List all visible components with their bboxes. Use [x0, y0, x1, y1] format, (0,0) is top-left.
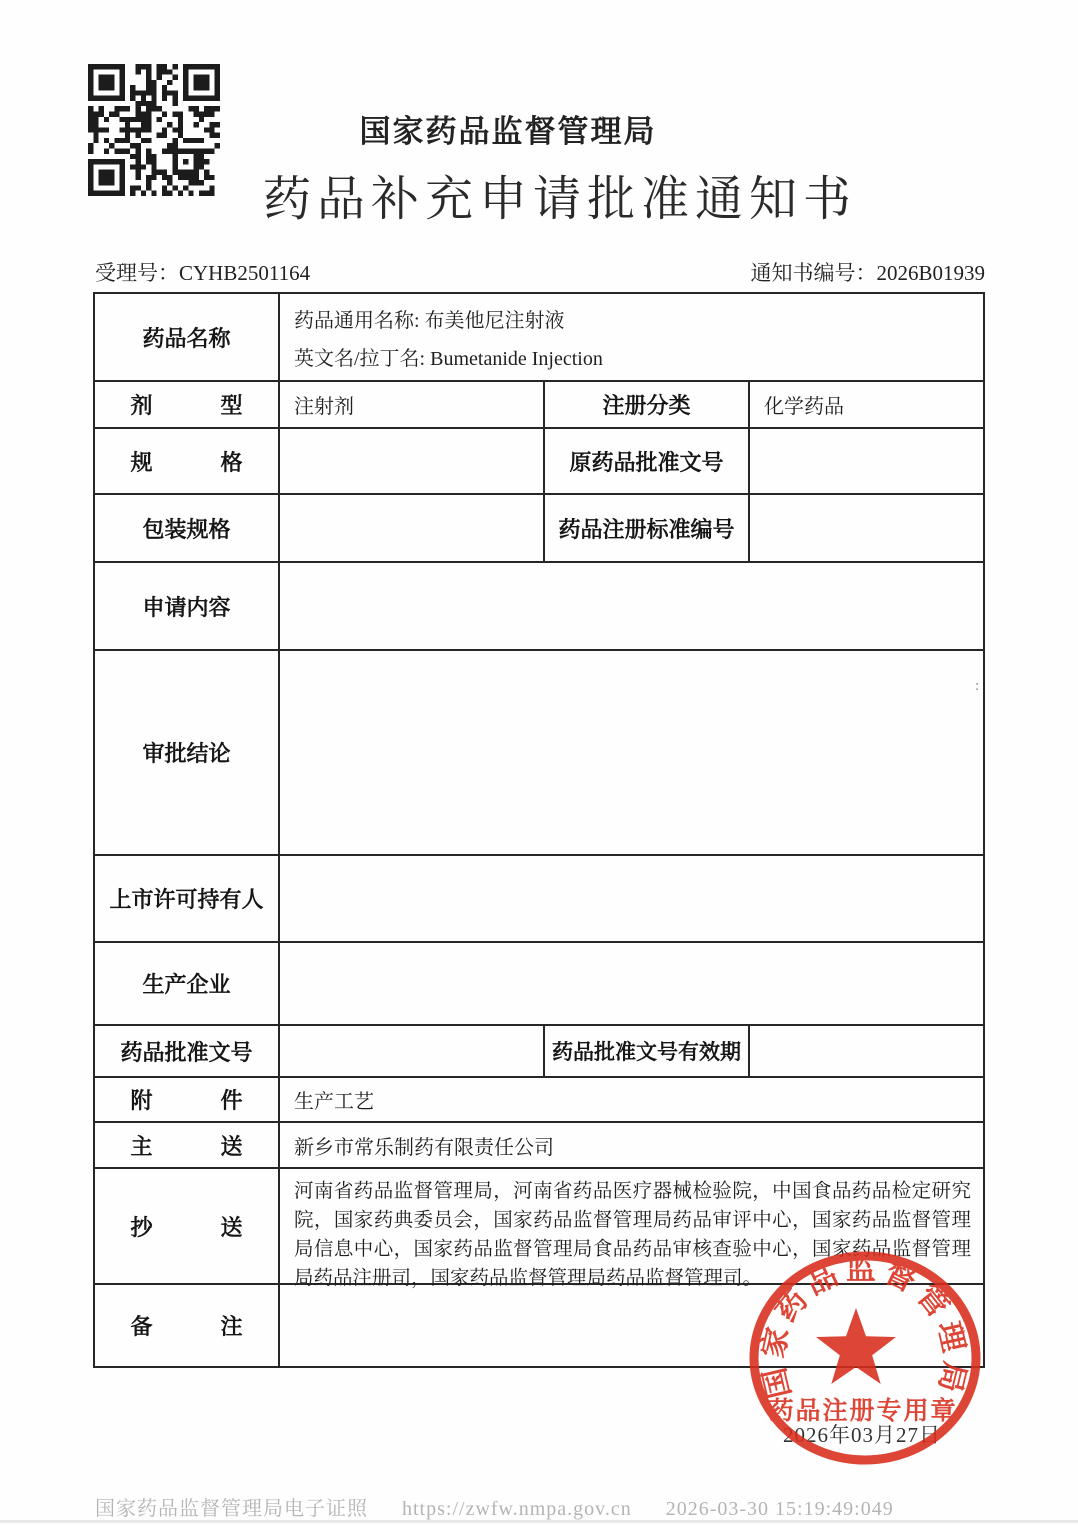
footer-timestamp: 2026-03-30 15:19:49:049: [665, 1498, 894, 1520]
table-row-approval-no: [95, 1024, 983, 1076]
notice-label: 通知书编号：: [750, 261, 877, 285]
approval-no-label: 药品批准文号: [120, 1039, 253, 1065]
table-row-conclusion: [95, 649, 983, 854]
package-spec-label: 包装规格: [142, 516, 231, 542]
reg-category-value: 化学药品: [748, 382, 983, 427]
table-row-attachment: [95, 1076, 983, 1121]
table-row-manufacturer: [95, 941, 983, 1024]
reference-numbers: [95, 257, 985, 287]
remarks-label: 备注: [130, 1314, 243, 1339]
approval-form-table: [93, 292, 985, 1368]
application-label: 申请内容: [142, 594, 231, 620]
approval-validity-label: 药品批准文号有效期: [543, 1026, 748, 1076]
table-row-package-spec: [95, 493, 983, 561]
drug-name-value: [278, 294, 983, 380]
seal-banner-text: 药品注册专用章: [768, 1398, 958, 1425]
svg-text:国家药品监督管理局: [757, 1253, 972, 1401]
table-row-dosage-form: [95, 380, 983, 427]
stamp-date: 2026年03月27日: [783, 1423, 941, 1447]
reg-category-label: 注册分类: [543, 382, 748, 427]
attachment-value: 生产工艺: [278, 1078, 983, 1121]
english-name: 英文名/拉丁名: Bumetanide Injection: [294, 347, 603, 370]
conclusion-value: [278, 651, 983, 854]
table-row-drug-name: [95, 294, 983, 380]
dosage-form-label: 剂型: [130, 393, 243, 418]
notice-number: [750, 257, 985, 287]
cc-value: 河南省药品监督管理局，河南省药品医疗器械检验院，中国食品药品检定研究院，国家药典委员会，国家药品监督管理局药品审评中心，国家药品监督管理局信息中心，国家药品监督管理局食品药品审核查验中心，国家药品监督管理局药品注册司，国家药品监督管理局药品监督管理司。: [278, 1169, 983, 1283]
dosage-form-value: 注射剂: [278, 382, 543, 427]
manufacturer-label: 生产企业: [142, 972, 231, 997]
table-row-main-send: [95, 1121, 983, 1167]
orig-approval-label: 原药品批准文号: [543, 429, 748, 493]
footer-issuer: 国家药品监督管理局电子证照: [95, 1498, 368, 1520]
spec-label: 规格: [130, 449, 243, 475]
holder-label: 上市许可持有人: [109, 887, 264, 912]
table-row-spec: [95, 427, 983, 493]
table-row-holder: [95, 854, 983, 941]
package-spec-value: [278, 495, 543, 561]
attachment-label: 附件: [130, 1088, 243, 1113]
seal-star-icon: [816, 1308, 896, 1384]
conclusion-label: 审批结论: [142, 741, 231, 766]
scan-artifact-mark: :: [975, 678, 980, 694]
orig-approval-value: [748, 429, 983, 493]
reg-standard-label: 药品注册标准编号: [543, 495, 748, 561]
acceptance-label: 受理号：: [95, 261, 179, 285]
scan-edge-line: [0, 1520, 1078, 1523]
reg-standard-value: [748, 495, 983, 561]
agency-name: 国家药品监督管理局: [359, 114, 657, 149]
acceptance-number: [95, 257, 310, 287]
footer-url: https://zwfw.nmpa.gov.cn: [402, 1498, 632, 1520]
footer: [95, 1492, 1035, 1521]
manufacturer-value: [278, 943, 983, 1024]
official-seal: [744, 1240, 990, 1470]
holder-value: [278, 856, 983, 941]
page-title: 药品补充申请批准通知书: [262, 173, 857, 226]
acceptance-value: CYHB2501164: [179, 261, 311, 285]
approval-no-value: [278, 1026, 543, 1076]
approval-validity-value: [748, 1026, 983, 1076]
cc-label: 抄送: [130, 1214, 243, 1240]
main-send-value: 新乡市常乐制药有限责任公司: [278, 1123, 983, 1167]
seal-ring-text: 国家药品监督管理局: [756, 1253, 972, 1402]
drug-name-label: 药品名称: [142, 325, 231, 351]
application-value: [278, 563, 983, 649]
main-send-label: 主送: [130, 1133, 243, 1159]
generic-name: 药品通用名称: 布美他尼注射液: [294, 309, 565, 332]
table-row-application: [95, 561, 983, 649]
notice-value: 2026B01939: [876, 261, 985, 285]
spec-value: [278, 429, 543, 493]
